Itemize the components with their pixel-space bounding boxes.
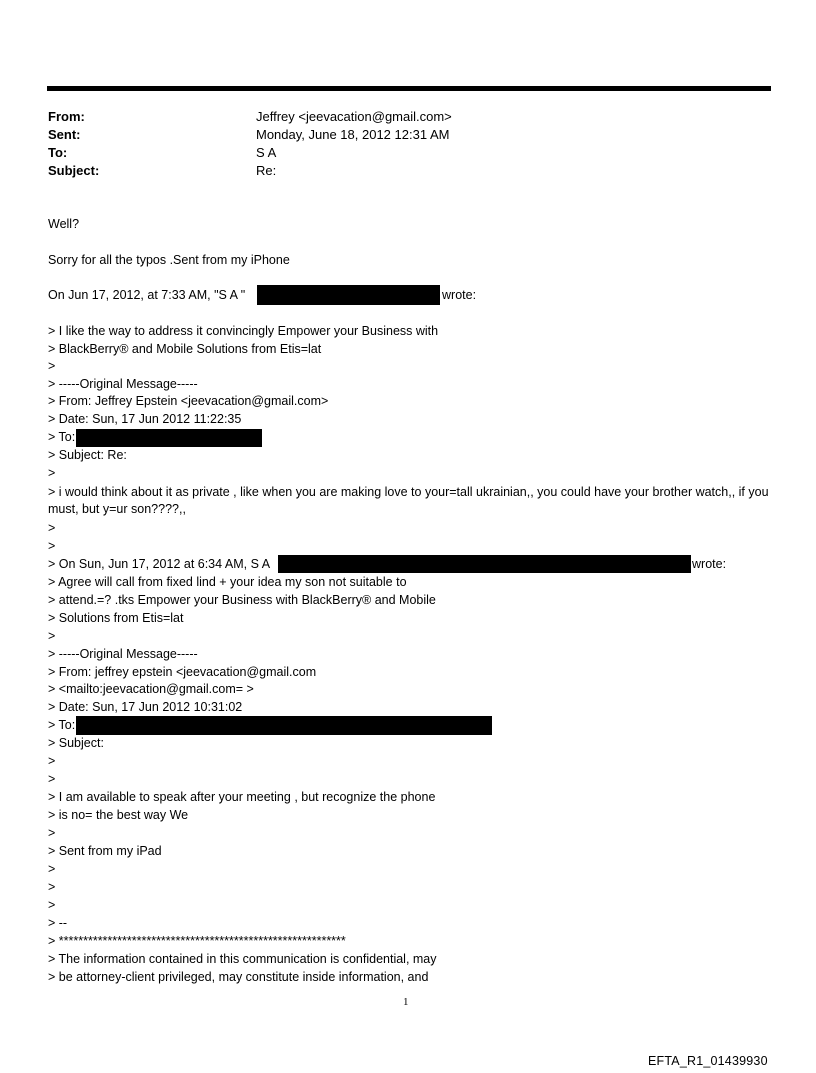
body-line: > I like the way to address it convincingly Empower your Business with — [48, 324, 439, 338]
body-line: > <mailto:jeevacation@gmail.com= > — [48, 682, 254, 696]
body-line: > -----Original Message----- — [48, 377, 198, 391]
body-line: wrote: — [692, 557, 727, 571]
subject-label: Subject: — [48, 163, 100, 178]
body-line: > — [48, 754, 56, 768]
redaction-bar — [76, 716, 492, 735]
body-line: > — [48, 826, 56, 840]
body-line: > Subject: — [48, 736, 104, 750]
redaction-bar — [76, 429, 262, 447]
from-value: Jeffrey <jeevacation@gmail.com> — [256, 109, 452, 124]
body-line: > is no= the best way We — [48, 808, 189, 822]
header-divider — [47, 86, 771, 91]
body-line: > I am available to speak after your meeting , but recognize the phone — [48, 790, 436, 804]
body-line: > attend.=? .tks Empower your Business with BlackBerry® and Mobile — [48, 593, 436, 607]
redaction-bar — [278, 555, 691, 573]
body-line: > From: jeffrey epstein <jeevacation@gmail.com — [48, 665, 317, 679]
sent-value: Monday, June 18, 2012 12:31 AM — [256, 127, 450, 142]
body-line: Sorry for all the typos .Sent from my iPhone — [48, 253, 290, 267]
body-line: > Date: Sun, 17 Jun 2012 10:31:02 — [48, 700, 243, 714]
body-line: > Date: Sun, 17 Jun 2012 11:22:35 — [48, 412, 242, 426]
body-line: > Subject: Re: — [48, 448, 127, 462]
body-line: > *********************************************************** — [48, 934, 346, 948]
body-line: > Agree will call from fixed lind + your idea my son not suitable to — [48, 575, 407, 589]
body-line: > — [48, 521, 56, 535]
to-value: S A — [256, 145, 277, 160]
body-line: > — [48, 772, 56, 786]
body-line: > — [48, 880, 56, 894]
body-line: > — [48, 539, 56, 553]
body-line: > The information contained in this communication is confidential, may — [48, 952, 437, 966]
body-line: > From: Jeffrey Epstein <jeevacation@gmail.com> — [48, 394, 329, 408]
body-line: > — [48, 862, 56, 876]
body-line: > be attorney-client privileged, may constitute inside information, and — [48, 970, 429, 984]
from-label: From: — [48, 109, 85, 124]
sent-label: Sent: — [48, 127, 81, 142]
body-line: > — [48, 898, 56, 912]
page-number: 1 — [403, 996, 409, 1008]
redaction-bar — [257, 285, 440, 305]
body-line: wrote: — [442, 288, 477, 302]
body-line: > -- — [48, 916, 68, 930]
subject-value: Re: — [256, 163, 277, 178]
body-line: > To: — [48, 718, 76, 732]
body-line: > -----Original Message----- — [48, 647, 198, 661]
body-line: > To: — [48, 430, 76, 444]
body-line: > — [48, 466, 56, 480]
body-line: > — [48, 359, 56, 373]
body-line: > i would think about it as private , like when you are making love to your=tall ukrainian,, you could have your brother watch,, if you must, but y=ur son????,, — [48, 485, 769, 516]
body-line: > Solutions from Etis=lat — [48, 611, 184, 625]
document-id: EFTA_R1_01439930 — [648, 1054, 768, 1068]
to-label: To: — [48, 145, 68, 160]
body-line: > — [48, 629, 56, 643]
body-line: > Sent from my iPad — [48, 844, 162, 858]
body-line: > On Sun, Jun 17, 2012 at 6:34 AM, S A — [48, 557, 271, 571]
body-line: Well? — [48, 217, 80, 231]
body-line: > BlackBerry® and Mobile Solutions from Etis=lat — [48, 342, 322, 356]
body-line: On Jun 17, 2012, at 7:33 AM, "S A " — [48, 288, 246, 302]
